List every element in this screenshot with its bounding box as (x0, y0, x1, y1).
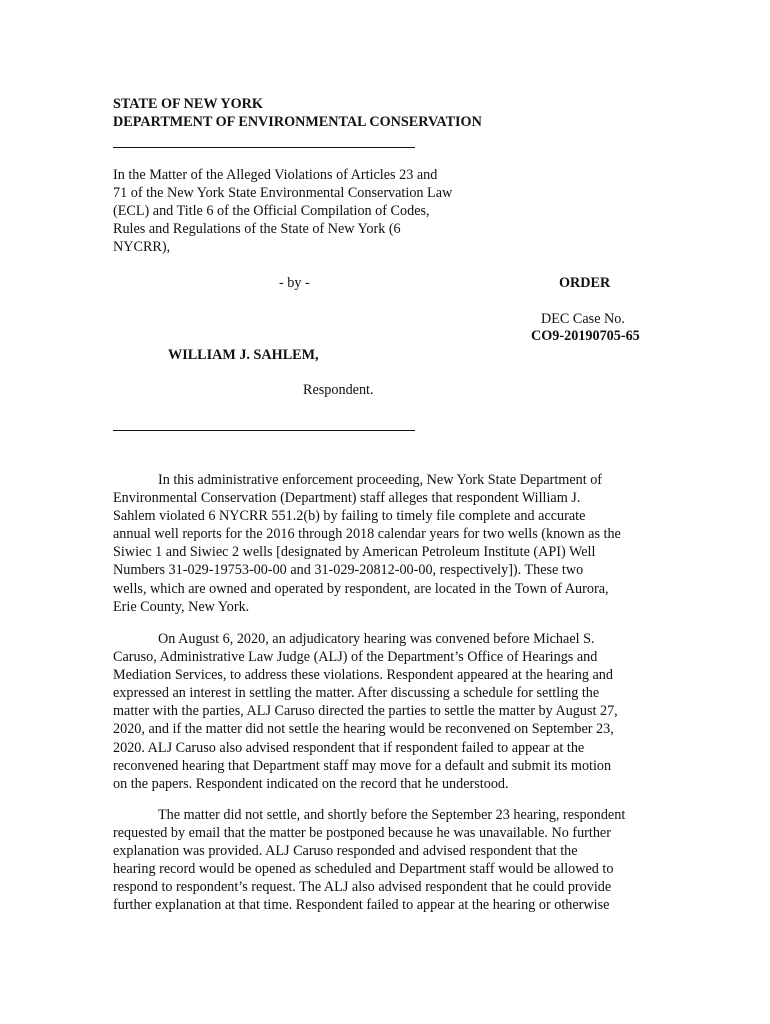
paragraph-line: Caruso, Administrative Law Judge (ALJ) of the Department’s Office of Hearings and (113, 649, 598, 666)
paragraph-line: Environmental Conservation (Department) staff alleges that respondent William J. (113, 490, 581, 507)
paragraph-line: Numbers 31-029-19753-00-00 and 31-029-20812-00-00, respectively]). These two (113, 562, 584, 579)
body-paragraph-2 (113, 630, 661, 793)
paragraph-line: Erie County, New York. (113, 598, 250, 615)
body-paragraph-3 (113, 806, 661, 915)
paragraph-line: expressed an interest in settling the matter. After discussing a schedule for settling the (113, 685, 600, 702)
matter-line: (ECL) and Title 6 of the Official Compilation of Codes, (113, 203, 430, 219)
respondent-name: WILLIAM J. SAHLEM, (168, 347, 319, 363)
by-separator: - by - (279, 275, 310, 291)
paragraph-line: Sahlem violated 6 NYCRR 551.2(b) by failing to timely file complete and accurate (113, 508, 586, 525)
caption-top-rule (113, 147, 415, 148)
paragraph-line: Siwiec 1 and Siwiec 2 wells [designated by American Petroleum Institute (API) Well (113, 544, 596, 561)
caption-bottom-rule (113, 430, 415, 431)
paragraph-line: explanation was provided. ALJ Caruso responded and advised respondent that the (113, 843, 578, 860)
paragraph-line: requested by email that the matter be postponed because he was unavailable. No further (113, 825, 611, 842)
matter-line: NYCRR), (113, 239, 171, 255)
order-title: ORDER (559, 275, 611, 291)
respondent-label: Respondent. (303, 382, 374, 398)
paragraph-line: The matter did not settle, and shortly before the September 23 hearing, respondent (158, 807, 626, 823)
body-paragraph-1 (113, 471, 661, 616)
paragraph-line: hearing record would be opened as scheduled and Department staff would be allowed to (113, 861, 614, 878)
paragraph-line: On August 6, 2020, an adjudicatory hearing was convened before Michael S. (158, 631, 595, 647)
matter-line: Rules and Regulations of the State of New York (6 (113, 221, 401, 237)
matter-line: 71 of the New York State Environmental Conservation Law (113, 185, 453, 201)
paragraph-line: In this administrative enforcement proceeding, New York State Department of (158, 472, 603, 488)
case-label: DEC Case No. (541, 311, 625, 327)
paragraph-line: 2020, and if the matter did not settle the hearing would be reconvened on September 23, (113, 721, 614, 738)
case-number: CO9-20190705-65 (531, 328, 640, 344)
header-state: STATE OF NEW YORK (113, 96, 263, 112)
paragraph-line: on the papers. Respondent indicated on the record that he understood. (113, 775, 509, 792)
matter-caption (113, 166, 452, 256)
matter-line: In the Matter of the Alleged Violations of Articles 23 and (113, 167, 438, 183)
paragraph-line: respond to respondent’s request. The ALJ also advised respondent that he could provide (113, 879, 612, 896)
paragraph-line: annual well reports for the 2016 through 2018 calendar years for two wells (known as the (113, 526, 621, 543)
paragraph-line: wells, which are owned and operated by respondent, are located in the Town of Aurora, (113, 580, 609, 597)
paragraph-line: 2020. ALJ Caruso also advised respondent that if respondent failed to appear at the (113, 739, 585, 756)
header-department: DEPARTMENT OF ENVIRONMENTAL CONSERVATION (113, 114, 482, 130)
paragraph-line: Mediation Services, to address these violations. Respondent appeared at the hearing and (113, 667, 613, 684)
paragraph-line: matter with the parties, ALJ Caruso directed the parties to settle the matter by August 27, (113, 703, 618, 720)
paragraph-line: further explanation at that time. Respondent failed to appear at the hearing or otherwise (113, 897, 610, 914)
paragraph-line: reconvened hearing that Department staff may move for a default and submit its motion (113, 757, 612, 774)
